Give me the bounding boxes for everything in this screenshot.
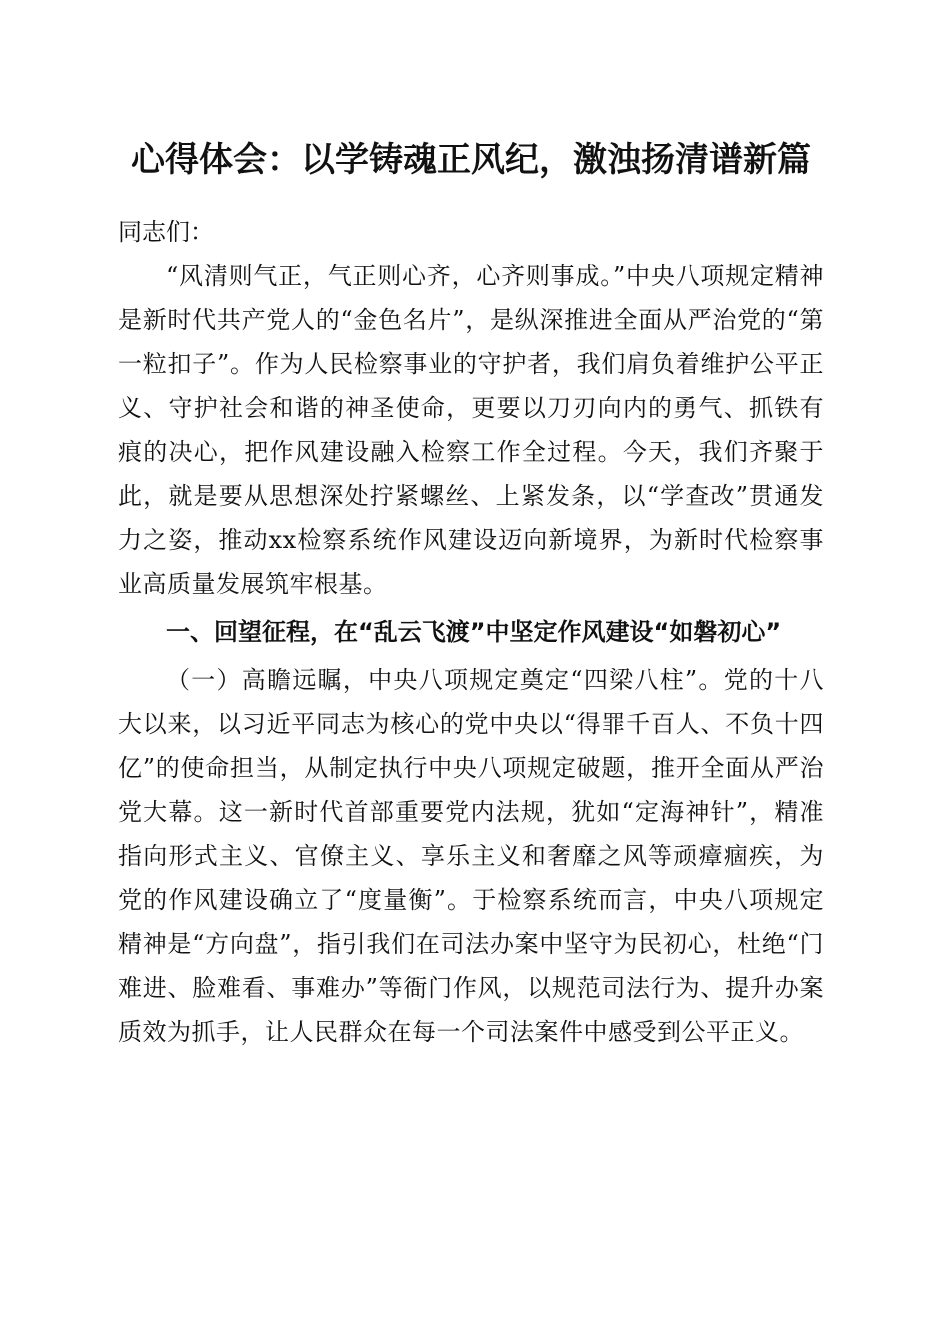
salutation: 同志们： bbox=[118, 218, 214, 246]
document-title: 心得体会：以学铸魂正风纪，激浊扬清谱新篇 bbox=[131, 140, 811, 180]
section-heading-1: 一、回望征程，在“乱云飞渡”中坚定作风建设“如磐初心” bbox=[166, 618, 782, 646]
intro-paragraph: “风清则气正，气正则心齐，心齐则事成。”中央八项规定精神是新时代共产党人的“金色名片”，是纵深推进全面从严治党的“第一粒扣子”。作为人民检察事业的守护者，我们肩负着维护公平正义、守护社会和谐的神圣使命，更要以刀刃向内的勇气、抓铁有痕的决心，把作风建设融入检察工作全过程。今天，我们齐聚于此，就是要从思想深处拧紧螺丝、上紧发条，以“学查改”贯通发力之姿，推动xx检察系统作风建设迈向新境界，为新时代检察事业高质量发展筑牢根基。 bbox=[118, 262, 824, 598]
document-page bbox=[118, 128, 824, 1054]
section-1-paragraph-1: （一）高瞻远瞩，中央八项规定奠定“四梁八柱”。党的十八大以来，以习近平同志为核心的党中央以“得罪千百人、不负十四亿”的使命担当，从制定执行中央八项规定破题，推开全面从严治党大幕。这一新时代首部重要党内法规，犹如“定海神针”，精准指向形式主义、官僚主义、享乐主义和奢靡之风等顽瘴痼疾，为党的作风建设确立了“度量衡”。于检察系统而言，中央八项规定精神是“方向盘”，指引我们在司法办案中坚守为民初心，杜绝“门难进、脸难看、事难办”等衙门作风，以规范司法行为、提升办案质效为抓手，让人民群众在每一个司法案件中感受到公平正义。 bbox=[118, 666, 824, 1046]
